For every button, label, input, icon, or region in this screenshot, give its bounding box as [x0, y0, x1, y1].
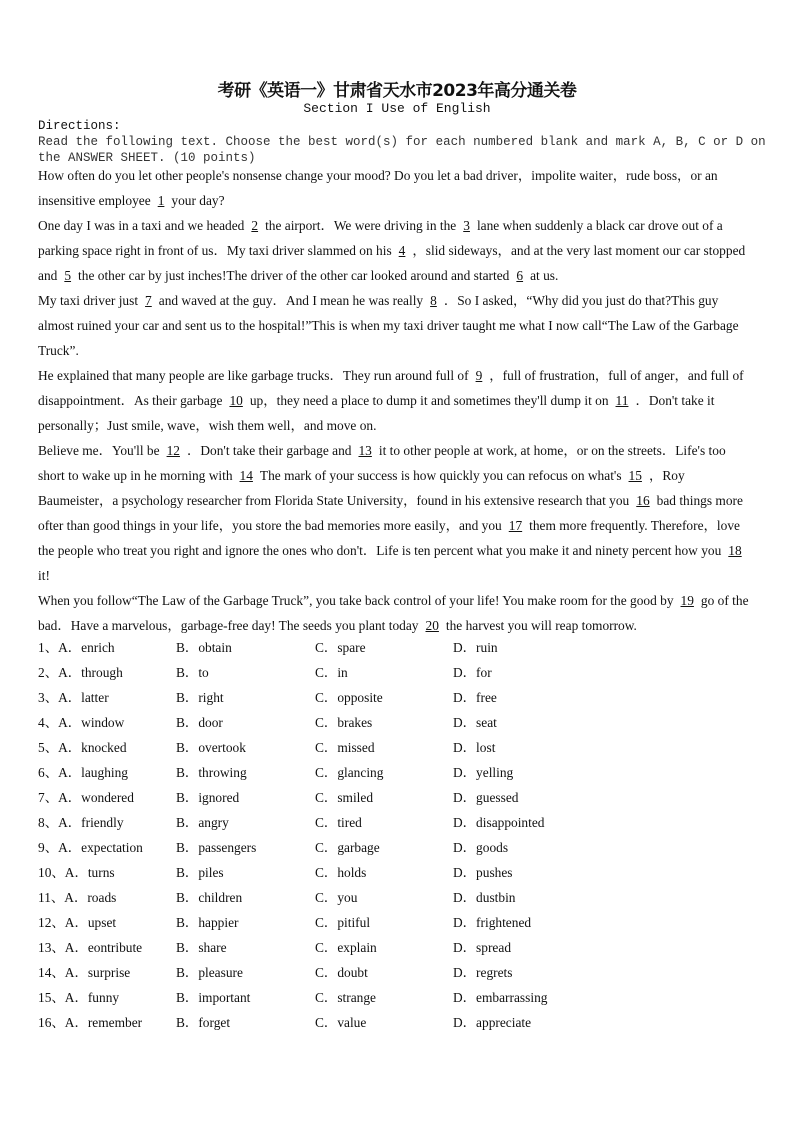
passage-paragraph: [38, 363, 754, 438]
passage-text: up，they need a place to dump it and sometimes they'll dump it on: [249, 393, 609, 408]
option-d: D．regrets: [453, 965, 513, 980]
passage-text: bad things more ofter than good things in your life，you store the bad memories more easily，and you: [38, 493, 743, 533]
option-b: B．ignored: [176, 790, 240, 805]
numbered-blank: 16: [636, 493, 650, 508]
option-a: 12、A．upset: [38, 915, 117, 930]
passage-paragraph: [38, 163, 754, 213]
option-d: D．frightened: [453, 915, 532, 930]
question-options-row: [38, 985, 758, 1010]
option-c: C．missed: [315, 740, 375, 755]
passage-text: He explained that many people are like garbage trucks．They run around full of: [38, 368, 469, 383]
option-d: D．spread: [453, 940, 512, 955]
option-c: C．garbage: [315, 840, 380, 855]
option-d: D．appreciate: [453, 1015, 532, 1030]
option-c: C．doubt: [315, 965, 368, 980]
option-b: B．to: [176, 665, 209, 680]
option-a: 13、A．eontribute: [38, 940, 143, 955]
passage-text: lane when suddenly a black car drove out of a parking space right in front of us．My taxi driver slammed on his: [38, 218, 723, 258]
passage-text: go of the bad．Have a marvelous，garbage-free day! The seeds you plant today: [38, 593, 749, 633]
section-heading: Section I Use of English: [303, 101, 491, 116]
passage-text: them more frequently. Therefore，love the people who treat you right and ignore the ones who don't．Life is ten percent what you make it and ninety percent how you: [38, 518, 740, 558]
option-b: B．throwing: [176, 765, 247, 780]
option-b: B．forget: [176, 1015, 231, 1030]
passage-text: and waved at the guy．And I mean he was really: [158, 293, 424, 308]
passage-text: My taxi driver just: [38, 293, 139, 308]
passage-text: it!: [38, 568, 50, 583]
numbered-blank: 3: [463, 218, 470, 233]
question-options-row: [38, 635, 758, 660]
numbered-blank: 18: [728, 543, 742, 558]
option-a: 1、A．enrich: [38, 640, 115, 655]
passage-paragraph: [38, 438, 754, 588]
passage-paragraph: [38, 288, 754, 363]
option-d: D．lost: [453, 740, 496, 755]
cloze-passage: [38, 163, 754, 638]
passage-text: The mark of your success is how quickly you can refocus on what's: [259, 468, 622, 483]
passage-text: at us.: [530, 268, 559, 283]
option-a: 15、A．funny: [38, 990, 120, 1005]
numbered-blank: 7: [145, 293, 152, 308]
option-a: 14、A．surprise: [38, 965, 131, 980]
question-options-row: [38, 760, 758, 785]
option-d: D．ruin: [453, 640, 498, 655]
directions-text: Read the following text. Choose the best word(s) for each numbered blank and mark A, B, C or D on the ANSWER SHEET. (10 points): [38, 135, 766, 165]
option-b: B．overtook: [176, 740, 246, 755]
option-a: 7、A．wondered: [38, 790, 134, 805]
numbered-blank: 6: [516, 268, 524, 283]
question-options-row: [38, 810, 758, 835]
numbered-blank: 11: [615, 393, 629, 408]
passage-text: ．Don't take it personally；Just smile, wave，wish them well，and move on.: [38, 393, 715, 433]
question-options-row: [38, 660, 758, 685]
option-d: D．dustbin: [453, 890, 516, 905]
passage-text: the harvest you will reap tomorrow.: [445, 618, 637, 633]
option-a: 2、A．through: [38, 665, 123, 680]
option-d: D．goods: [453, 840, 509, 855]
option-d: D．yelling: [453, 765, 514, 780]
numbered-blank: 8: [430, 293, 437, 308]
option-d: D．for: [453, 665, 492, 680]
question-options-row: [38, 910, 758, 935]
numbered-blank: 9: [475, 368, 483, 383]
option-b: B．passengers: [176, 840, 257, 855]
option-c: C．opposite: [315, 690, 383, 705]
question-options-row: [38, 1010, 758, 1035]
option-c: C．smiled: [315, 790, 374, 805]
passage-paragraph: [38, 213, 754, 288]
option-c: C．value: [315, 1015, 367, 1030]
question-options-row: [38, 735, 758, 760]
passage-paragraph: [38, 588, 754, 638]
passage-text: ．So I asked，“Why did you just do that?This guy almost ruined your car and sent us to the hospital!”This is when my taxi driver taught me what I now call“The Law of the Garbage Truck”.: [38, 293, 739, 358]
option-d: D．pushes: [453, 865, 513, 880]
option-d: D．embarrassing: [453, 990, 548, 1005]
option-a: 16、A．remember: [38, 1015, 143, 1030]
option-c: C．holds: [315, 865, 367, 880]
passage-text: it to other people at work, at home，or on the streets．Life's too short to wake up in he morning with: [38, 443, 726, 483]
option-a: 11、A．roads: [38, 890, 117, 905]
passage-text: ．Don't take their garbage and: [186, 443, 352, 458]
question-options-row: [38, 710, 758, 735]
option-d: D．disappointed: [453, 815, 545, 830]
option-a: 10、A．turns: [38, 865, 115, 880]
option-c: C．glancing: [315, 765, 384, 780]
numbered-blank: 17: [508, 518, 523, 533]
option-a: 5、A．knocked: [38, 740, 127, 755]
question-options-row: [38, 685, 758, 710]
numbered-blank: 5: [64, 268, 72, 283]
option-b: B．happier: [176, 915, 239, 930]
option-b: B．door: [176, 715, 223, 730]
directions: [38, 118, 778, 166]
option-c: C．tired: [315, 815, 362, 830]
passage-text: ，full of frustration，full of anger，and full of disappointment．As their garbage: [38, 368, 744, 408]
numbered-blank: 2: [251, 218, 259, 233]
passage-text: How often do you let other people's nonsense change your mood? Do you let a bad driver，impolite waiter，rude boss，or an insensitive employee: [38, 168, 718, 208]
numbered-blank: 12: [166, 443, 180, 458]
option-a: 8、A．friendly: [38, 815, 124, 830]
passage-text: One day I was in a taxi and we headed: [38, 218, 245, 233]
option-a: 6、A．laughing: [38, 765, 129, 780]
option-b: B．children: [176, 890, 243, 905]
numbered-blank: 1: [157, 193, 165, 208]
passage-text: ，Roy Baumeister，a psychology researcher from Florida State University，found in his extensive research that you: [38, 468, 685, 508]
option-c: C．explain: [315, 940, 377, 955]
option-c: C．you: [315, 890, 358, 905]
option-d: D．guessed: [453, 790, 519, 805]
option-c: C．in: [315, 665, 348, 680]
question-options-row: [38, 785, 758, 810]
option-b: B．share: [176, 940, 227, 955]
question-options-row: [38, 835, 758, 860]
numbered-blank: 20: [425, 618, 439, 633]
option-b: B．pleasure: [176, 965, 243, 980]
passage-text: the airport．We were driving in the: [265, 218, 457, 233]
option-c: C．pitiful: [315, 915, 371, 930]
passage-text: When you follow“The Law of the Garbage Truck”, you take back control of your life! You make room for the good by: [38, 593, 674, 608]
numbered-blank: 10: [229, 393, 243, 408]
option-a: 3、A．latter: [38, 690, 109, 705]
passage-text: Believe me．You'll be: [38, 443, 160, 458]
option-d: D．free: [453, 690, 497, 705]
question-options-row: [38, 885, 758, 910]
question-options-row: [38, 860, 758, 885]
answer-options: [38, 635, 758, 1035]
question-options-row: [38, 935, 758, 960]
numbered-blank: 15: [628, 468, 642, 483]
document-title: 考研《英语一》甘肃省天水市2023年高分通关卷: [217, 81, 577, 101]
option-b: B．important: [176, 990, 251, 1005]
passage-text: your day?: [171, 193, 225, 208]
numbered-blank: 4: [398, 243, 406, 258]
numbered-blank: 14: [239, 468, 253, 483]
option-c: C．strange: [315, 990, 376, 1005]
option-b: B．right: [176, 690, 224, 705]
numbered-blank: 19: [680, 593, 694, 608]
option-b: B．angry: [176, 815, 229, 830]
option-c: C．brakes: [315, 715, 373, 730]
directions-heading: Directions:: [38, 119, 121, 133]
passage-text: ，slid sideways，and at the very last moment our car stopped and: [38, 243, 746, 283]
option-a: 4、A．window: [38, 715, 125, 730]
option-a: 9、A．expectation: [38, 840, 143, 855]
numbered-blank: 13: [358, 443, 372, 458]
option-d: D．seat: [453, 715, 497, 730]
option-c: C．spare: [315, 640, 366, 655]
question-options-row: [38, 960, 758, 985]
option-b: B．piles: [176, 865, 224, 880]
option-b: B．obtain: [176, 640, 232, 655]
passage-text: the other car by just inches!The driver of the other car looked around and started: [78, 268, 510, 283]
